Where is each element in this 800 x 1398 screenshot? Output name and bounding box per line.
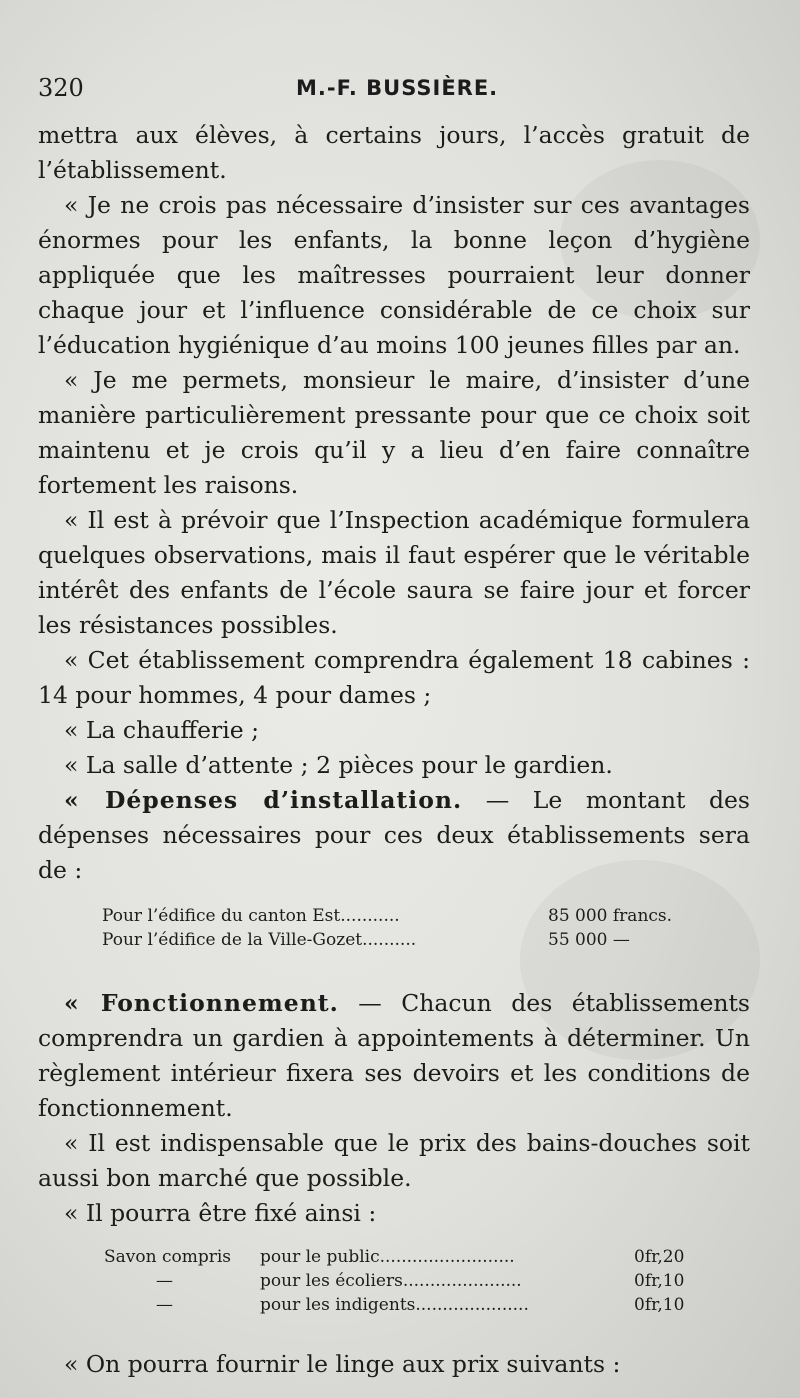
paragraph: « On pourra fournir le linge aux prix suivants : (64, 1350, 621, 1378)
page-body (38, 118, 750, 1382)
page-number: 320 (38, 74, 84, 102)
running-title: M.-F. BUSSIÈRE. (296, 76, 499, 100)
price-table (38, 1245, 750, 1317)
price-label: pour les indigents..................... (260, 1295, 529, 1315)
cost-label: Pour l’édifice du canton Est........... (102, 906, 400, 926)
price-label: pour les écoliers...................... (260, 1271, 522, 1291)
paragraph: « Il pourra être fixé ainsi : (64, 1199, 377, 1227)
cost-value: 55 000 — (548, 930, 630, 950)
price-prefix: Savon compris (104, 1247, 232, 1267)
table-row (38, 1245, 750, 1269)
running-header (38, 68, 778, 108)
cost-label: Pour l’édifice de la Ville-Gozet.......... (102, 930, 417, 950)
table-row (38, 1269, 750, 1293)
table-row (38, 1293, 750, 1317)
section-heading: « Dépenses d’installation. (64, 786, 463, 814)
paragraph: « Je ne crois pas nécessaire d’insister sur ces avantages énormes pour les enfants, la bonne leçon d’hygiène appliquée que les maîtresses pourraient leur donner chaque jour et l’influence considérable de ce choix sur l’éducation hygiénique d’au moins 100 jeunes filles par an. (38, 191, 750, 359)
price-label: pour le public......................... (260, 1247, 515, 1267)
paragraph-text: — Le montant des dépenses nécessaires pour ces deux établissements sera de : (38, 786, 750, 884)
section-heading: « Fonctionnement. (64, 989, 339, 1017)
paragraph (38, 783, 750, 888)
price-value: 0fr,10 (634, 1295, 685, 1315)
paragraph: mettra aux élèves, à certains jours, l’accès gratuit de l’établissement. (38, 121, 750, 184)
paragraph: « La salle d’attente ; 2 pièces pour le gardien. (64, 751, 613, 779)
paragraph: « Il est indispensable que le prix des bains-douches soit aussi bon marché que possible. (38, 1129, 750, 1192)
price-prefix: — (156, 1295, 173, 1315)
paragraph: « Cet établissement comprendra également 18 cabines : 14 pour hommes, 4 pour dames ; (38, 646, 750, 709)
paragraph: « Il est à prévoir que l’Inspection académique formulera quelques observations, mais il faut espérer que le véritable intérêt des enfants de l’école saura se faire jour et forcer les résistances possibles. (38, 506, 750, 639)
price-value: 0fr,10 (634, 1271, 685, 1291)
price-value: 0fr,20 (634, 1247, 685, 1267)
paragraph: « La chaufferie ; (64, 716, 260, 744)
paragraph-text: — Chacun des établissements comprendra un gardien à appointements à déterminer. Un règlement intérieur fixera ses devoirs et les conditions de fonctionnement. (38, 989, 750, 1122)
price-prefix: — (156, 1271, 173, 1291)
paragraph: « Je me permets, monsieur le maire, d’insister d’une manière particulièrement pressante pour que ce choix soit maintenu et je crois qu’il y a lieu d’en faire connaître fortement les raisons. (38, 366, 750, 499)
table-row (38, 904, 750, 928)
paragraph (38, 986, 750, 1126)
cost-value: 85 000 francs. (548, 906, 673, 926)
table-row (38, 928, 750, 952)
cost-table (38, 904, 750, 952)
